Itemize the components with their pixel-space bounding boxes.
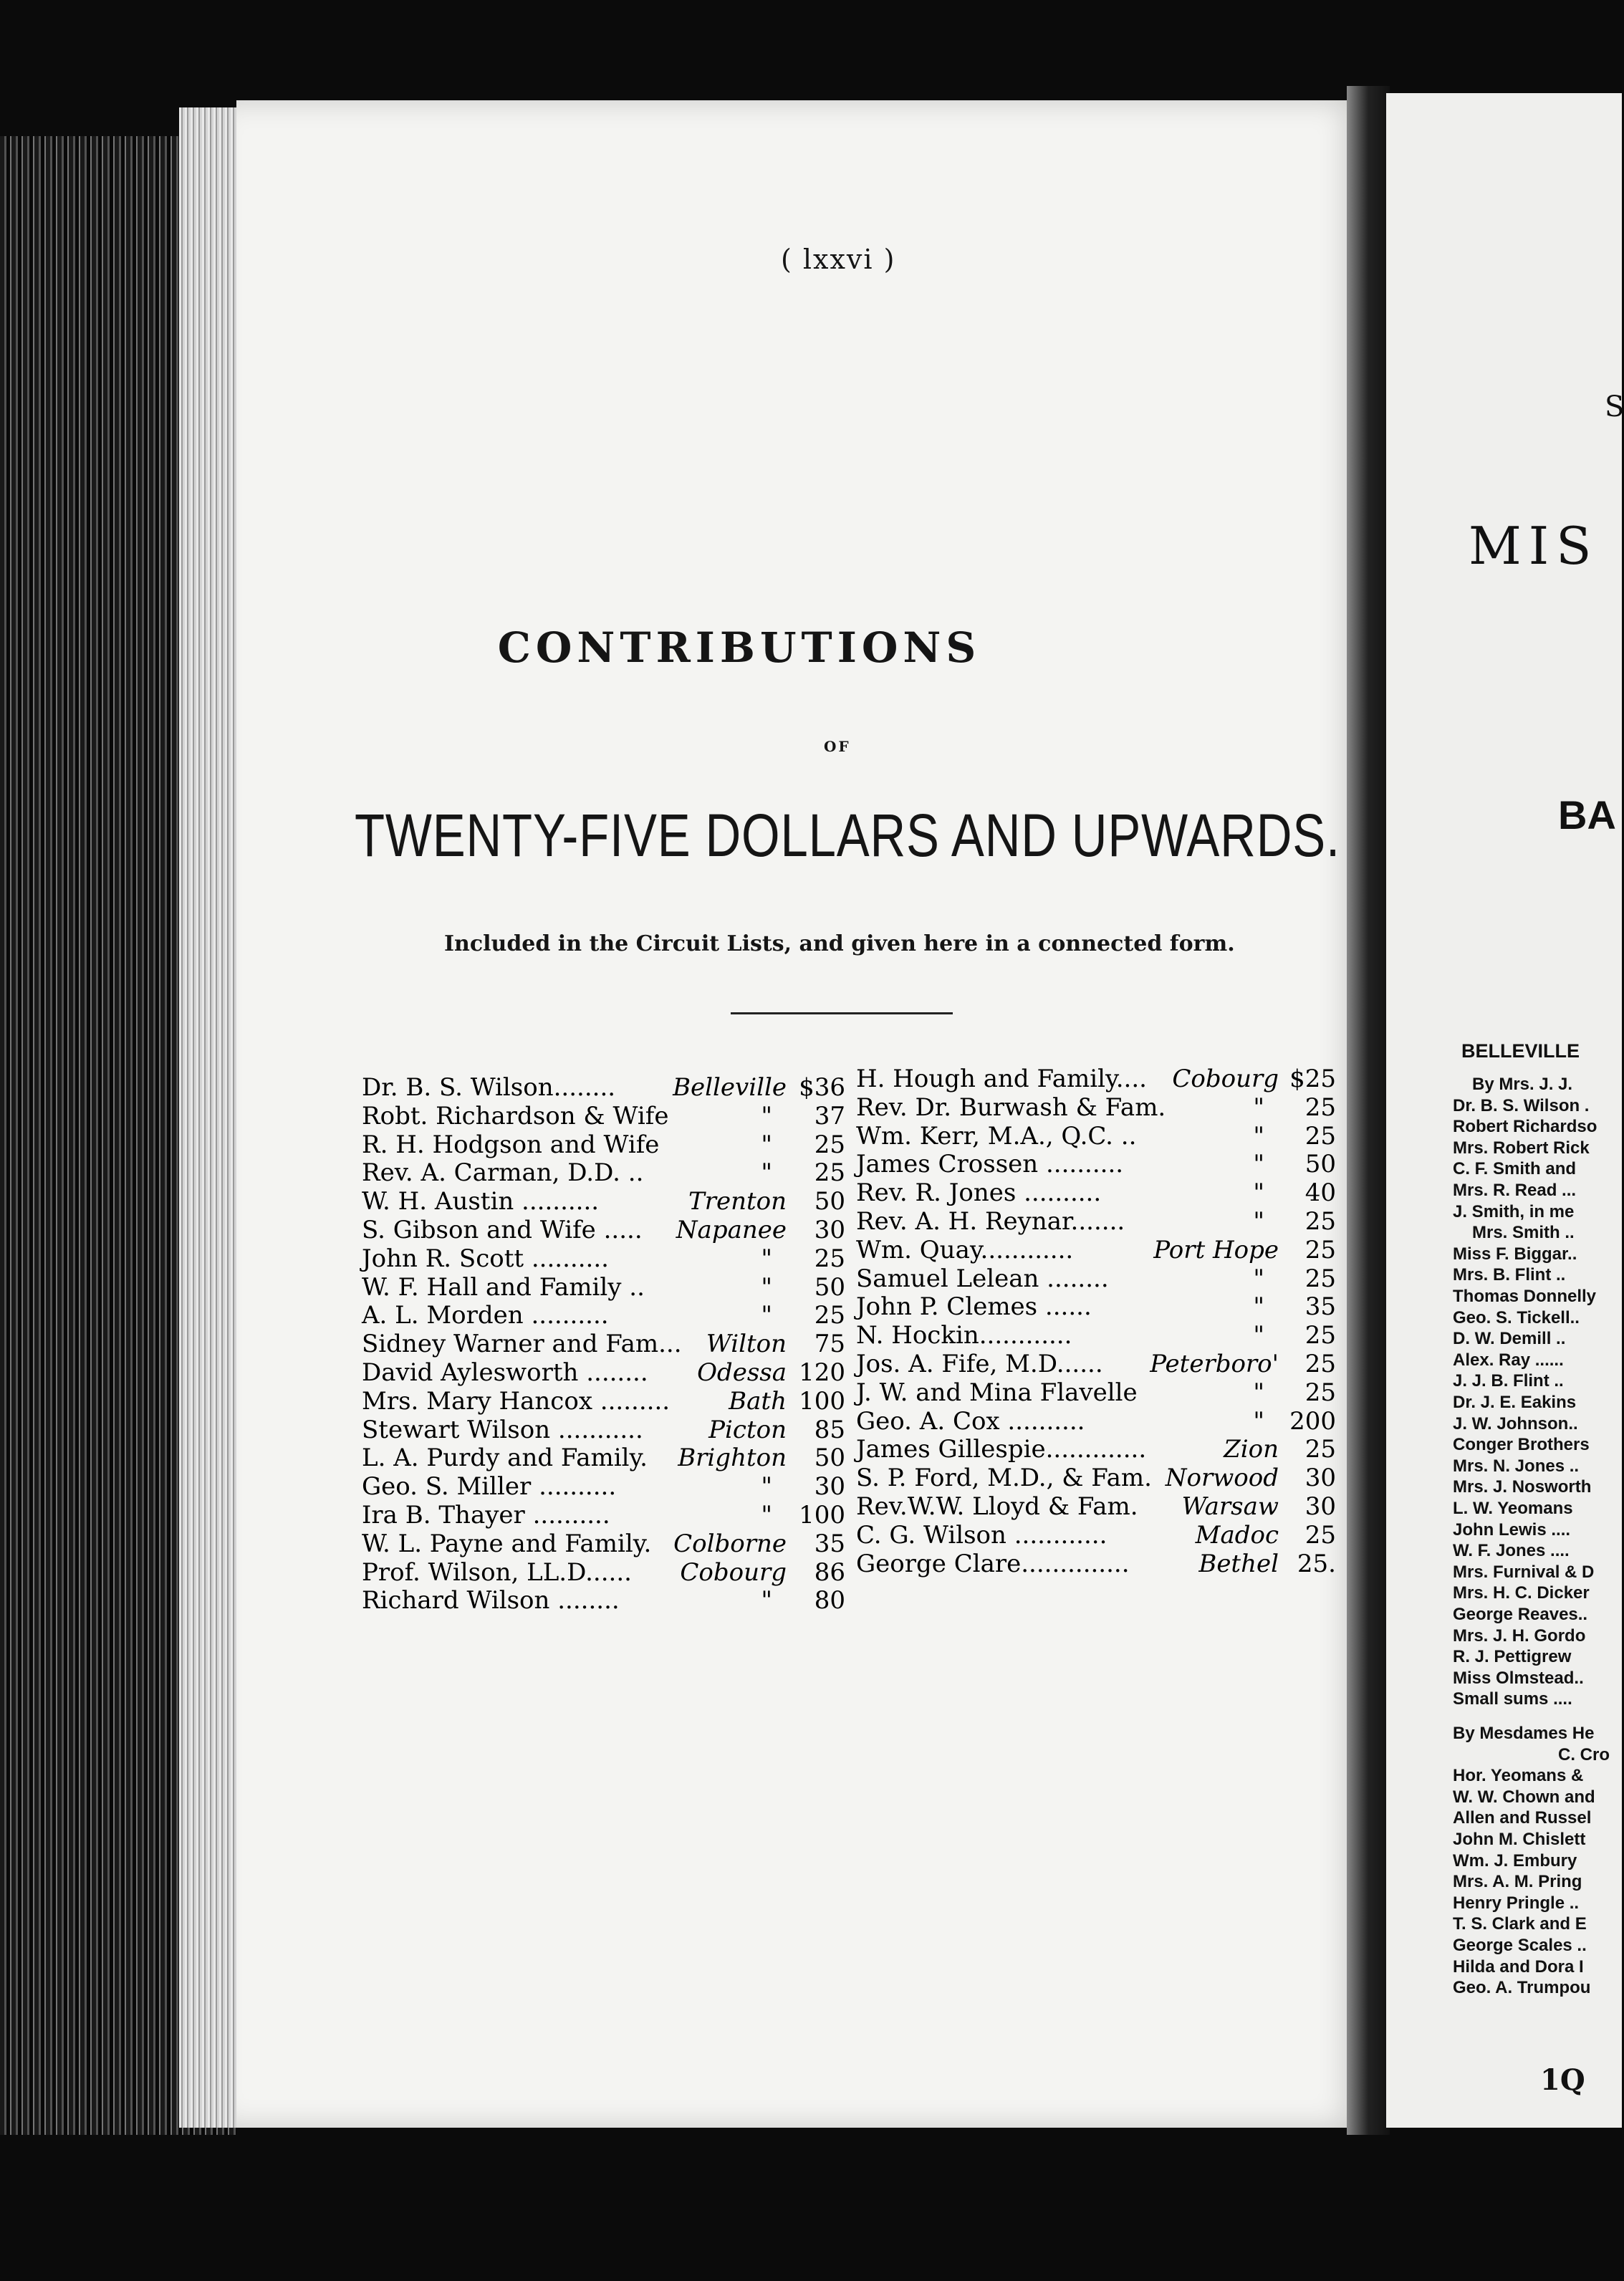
contributor-place: Wilton	[706, 1330, 787, 1359]
facing-list-line: Mrs. A. M. Pring	[1453, 1872, 1582, 1892]
contribution-row	[362, 1073, 845, 1102]
contributor-name: Rev.W.W. Lloyd & Fam.	[856, 1492, 1138, 1521]
contributor-name: W. F. Hall and Family ..	[362, 1272, 645, 1302]
contributor-name: John R. Scott ..........	[362, 1244, 609, 1273]
contributor-place: "	[761, 1158, 772, 1188]
contribution-row	[362, 1158, 845, 1187]
contributor-place: "	[761, 1586, 772, 1615]
contribution-amount: 25.	[1297, 1549, 1336, 1578]
contributor-place: "	[1253, 1321, 1264, 1350]
contribution-amount: 85	[814, 1415, 845, 1444]
facing-list-line: Miss F. Biggar..	[1453, 1244, 1577, 1264]
facing-list-line: J. W. Johnson..	[1453, 1413, 1578, 1434]
contributor-place: Norwood	[1165, 1464, 1279, 1493]
contributor-place: Peterboro'	[1150, 1350, 1279, 1378]
contribution-row	[856, 1122, 1336, 1151]
contributor-name: Wm. Kerr, M.A., Q.C. ..	[856, 1121, 1137, 1151]
contribution-row	[856, 1407, 1336, 1436]
facing-list-line: W. F. Jones ....	[1453, 1541, 1570, 1561]
facing-list-line: Dr. J. E. Eakins	[1453, 1393, 1577, 1412]
contributor-place: "	[1253, 1292, 1264, 1322]
contribution-row	[362, 1216, 845, 1244]
facing-heading-ba: BA	[1558, 792, 1616, 837]
contribution-amount: 25	[1305, 1207, 1336, 1236]
facing-list-line: By Mesdames He	[1453, 1724, 1595, 1743]
contribution-amount: 30	[814, 1472, 845, 1502]
contribution-amount: 30	[1305, 1464, 1336, 1493]
contributor-name: Samuel Lelean ........	[856, 1264, 1109, 1293]
contributor-name: Stewart Wilson ...........	[362, 1415, 643, 1444]
contributor-name: L. A. Purdy and Family.	[362, 1444, 648, 1473]
facing-list-line: W. W. Chown and	[1453, 1787, 1595, 1807]
contribution-amount: 75	[814, 1330, 845, 1359]
contributor-place: "	[761, 1272, 772, 1302]
contributor-place: "	[1253, 1378, 1264, 1407]
contribution-row	[856, 1550, 1336, 1578]
facing-letter-s: S	[1605, 390, 1624, 423]
contribution-row	[856, 1350, 1336, 1378]
contributor-name: Sidney Warner and Fam...	[362, 1330, 682, 1359]
contribution-row	[362, 1530, 845, 1558]
contribution-amount: 25	[814, 1244, 845, 1273]
facing-list-line: George Reaves..	[1453, 1605, 1588, 1624]
contribution-row	[856, 1464, 1336, 1492]
contribution-amount: 120	[799, 1358, 845, 1387]
page-note: Included in the Circuit Lists, and given here in a connected form.	[444, 931, 1235, 956]
contribution-row	[362, 1244, 845, 1273]
contribution-amount: 50	[1305, 1150, 1336, 1179]
contribution-row	[362, 1586, 845, 1615]
contribution-row	[362, 1273, 845, 1302]
contributor-name: Rev. A. H. Reynar.......	[856, 1207, 1125, 1236]
facing-list-line: John M. Chislett	[1453, 1830, 1586, 1849]
contributor-name: J. W. and Mina Flavelle	[856, 1378, 1138, 1407]
contributor-name: W. H. Austin ..........	[362, 1187, 600, 1216]
contribution-amount: 25	[1305, 1435, 1336, 1464]
page-subtitle-main: TWENTY-FIVE DOLLARS AND UPWARDS.	[355, 802, 1340, 869]
page-number: ( lxxvi )	[781, 244, 896, 275]
contributor-name: Rev. R. Jones ..........	[856, 1178, 1102, 1208]
contribution-row	[856, 1435, 1336, 1464]
contribution-amount: 25	[814, 1158, 845, 1188]
contributor-name: Dr. B. S. Wilson........	[362, 1073, 616, 1102]
page-edges	[179, 107, 244, 2128]
contributor-place: Warsaw	[1181, 1492, 1279, 1521]
contribution-row	[362, 1358, 845, 1387]
facing-list-line: Mrs. J. Nosworth	[1453, 1477, 1592, 1497]
facing-list-line: Dr. B. S. Wilson .	[1453, 1095, 1590, 1115]
contribution-amount: $25	[1289, 1065, 1336, 1093]
contribution-amount: 30	[1305, 1492, 1336, 1521]
contributor-name: James Gillespie.............	[856, 1435, 1147, 1464]
facing-list-line: Mrs. Robert Rick	[1453, 1138, 1590, 1158]
contributor-place: "	[1253, 1093, 1264, 1122]
contribution-amount: 50	[814, 1444, 845, 1473]
contributor-name: A. L. Morden ..........	[362, 1301, 609, 1330]
facing-list-line: Alex. Ray ......	[1453, 1350, 1564, 1370]
contributor-place: "	[761, 1244, 772, 1273]
facing-list-line: Henry Pringle ..	[1453, 1893, 1580, 1913]
facing-list-line: Wm. J. Embury	[1453, 1850, 1577, 1871]
facing-list-line: Geo. S. Tickell..	[1453, 1307, 1580, 1327]
contribution-amount: 25	[1305, 1321, 1336, 1350]
facing-list-line: Geo. A. Trumpou	[1453, 1978, 1591, 1998]
facing-list-line: J. Smith, in me	[1453, 1201, 1575, 1221]
contributor-place: Odessa	[697, 1358, 787, 1387]
facing-list-line: C. F. Smith and	[1453, 1159, 1577, 1179]
contributor-place: Madoc	[1195, 1520, 1279, 1550]
contributor-place: Belleville	[673, 1073, 787, 1102]
contributor-place: "	[761, 1130, 772, 1159]
contributor-place: "	[1253, 1406, 1264, 1436]
contributor-place: Bethel	[1198, 1549, 1279, 1578]
contributor-place: Colborne	[673, 1529, 787, 1558]
contributor-place: Picton	[708, 1415, 787, 1444]
facing-list-line: Mrs. B. Flint ..	[1453, 1265, 1566, 1285]
facing-signature-mark: 1Q	[1540, 2063, 1585, 2097]
contributor-name: Geo. S. Miller ..........	[362, 1472, 617, 1502]
contribution-row	[362, 1416, 845, 1444]
contributor-name: Jos. A. Fife, M.D......	[856, 1350, 1103, 1378]
contribution-row	[362, 1558, 845, 1587]
contribution-row	[362, 1130, 845, 1159]
contribution-row	[856, 1207, 1336, 1236]
contribution-amount: 80	[814, 1586, 845, 1615]
facing-list-line: Mrs. J. H. Gordo	[1453, 1625, 1586, 1646]
facing-list-line: L. W. Yeomans	[1453, 1499, 1573, 1518]
contributor-place: Port Hope	[1153, 1235, 1279, 1264]
contribution-amount: 40	[1305, 1178, 1336, 1208]
contribution-amount: 100	[799, 1386, 845, 1416]
contributor-name: Geo. A. Cox ..........	[856, 1406, 1085, 1436]
contribution-amount: 25	[1305, 1121, 1336, 1151]
contribution-amount: 100	[799, 1501, 845, 1530]
contributor-name: Richard Wilson ........	[362, 1586, 620, 1615]
contribution-row	[362, 1501, 845, 1530]
contribution-row	[856, 1236, 1336, 1264]
contribution-row	[856, 1321, 1336, 1350]
contributor-place: "	[1253, 1150, 1264, 1179]
contributor-name: H. Hough and Family....	[856, 1065, 1147, 1093]
contributor-name: Wm. Quay............	[856, 1235, 1074, 1264]
contribution-row	[856, 1264, 1336, 1293]
contribution-row	[362, 1444, 845, 1472]
contributor-name: David Aylesworth ........	[362, 1358, 648, 1387]
contributor-name: C. G. Wilson ............	[856, 1520, 1108, 1550]
contributor-place: "	[761, 1501, 772, 1530]
contribution-row	[856, 1093, 1336, 1122]
contributor-place: Bath	[729, 1386, 787, 1416]
contributor-place: "	[1253, 1178, 1264, 1208]
contributor-name: N. Hockin............	[856, 1321, 1072, 1350]
contribution-row	[856, 1378, 1336, 1407]
contributor-place: "	[761, 1301, 772, 1330]
contribution-amount: 25	[1305, 1378, 1336, 1407]
divider-rule	[731, 1012, 953, 1014]
contributor-name: Ira B. Thayer ..........	[362, 1501, 610, 1530]
facing-list-line: Miss Olmstead..	[1453, 1668, 1584, 1688]
facing-list-line: Conger Brothers	[1453, 1435, 1590, 1455]
contribution-amount: 25	[814, 1130, 845, 1159]
contribution-amount: 35	[1305, 1292, 1336, 1322]
contributor-place: "	[1253, 1121, 1264, 1151]
contributor-place: "	[1253, 1207, 1264, 1236]
contributor-place: Trenton	[688, 1187, 787, 1216]
contribution-row	[362, 1472, 845, 1501]
contribution-amount: 25	[814, 1301, 845, 1330]
facing-list-line: John Lewis ....	[1453, 1519, 1571, 1540]
contribution-row	[362, 1330, 845, 1358]
facing-list-line: D. W. Demill ..	[1453, 1329, 1566, 1349]
contribution-amount: 50	[814, 1187, 845, 1216]
contributor-place: "	[1253, 1264, 1264, 1293]
contribution-amount: 37	[814, 1101, 845, 1130]
contributor-name: John P. Clemes ......	[856, 1292, 1092, 1322]
contribution-row	[362, 1102, 845, 1130]
facing-list-line: T. S. Clark and E	[1453, 1914, 1587, 1934]
contribution-row	[856, 1521, 1336, 1550]
contributor-name: George Clare..............	[856, 1549, 1130, 1578]
page-title	[0, 623, 1622, 672]
contribution-amount: $36	[799, 1073, 845, 1102]
contributor-name: W. L. Payne and Family.	[362, 1529, 652, 1558]
facing-list-line: Small sums ....	[1453, 1689, 1572, 1709]
page-title-text: CONTRIBUTIONS	[497, 623, 981, 672]
contribution-row	[856, 1178, 1336, 1207]
contributor-place: Cobourg	[680, 1557, 787, 1587]
facing-list-line: Robert Richardso	[1453, 1117, 1597, 1137]
facing-list-line: R. J. Pettigrew	[1453, 1647, 1572, 1667]
contribution-amount: 25	[1305, 1350, 1336, 1378]
facing-list-line: J. J. B. Flint ..	[1453, 1371, 1564, 1391]
contributor-name: Rev. Dr. Burwash & Fam.	[856, 1093, 1166, 1122]
contribution-amount: 30	[814, 1216, 845, 1244]
contributor-name: Rev. A. Carman, D.D. ..	[362, 1158, 644, 1188]
facing-list-line: Mrs. H. C. Dicker	[1453, 1583, 1590, 1603]
contribution-amount: 86	[814, 1557, 845, 1587]
contributor-name: Mrs. Mary Hancox .........	[362, 1386, 671, 1416]
contribution-amount: 35	[814, 1529, 845, 1558]
contribution-amount: 25	[1305, 1235, 1336, 1264]
facing-list-line: Hor. Yeomans &	[1453, 1766, 1584, 1786]
contribution-row	[362, 1387, 845, 1416]
contribution-row	[856, 1292, 1336, 1321]
contributor-place: "	[761, 1472, 772, 1502]
contribution-amount: 25	[1305, 1520, 1336, 1550]
facing-list-line: By Mrs. J. J.	[1472, 1075, 1573, 1094]
contribution-row	[856, 1492, 1336, 1521]
facing-list-line: Mrs. Smith ..	[1472, 1223, 1575, 1243]
title-connector: OF	[824, 738, 851, 755]
contribution-row	[362, 1187, 845, 1216]
contributor-name: R. H. Hodgson and Wife	[362, 1130, 660, 1159]
contribution-amount: 50	[814, 1272, 845, 1302]
contributor-place: Zion	[1224, 1435, 1279, 1464]
book-gutter	[1347, 86, 1390, 2135]
contributor-name: S. P. Ford, M.D., & Fam.	[856, 1464, 1152, 1493]
facing-list-line: Hilda and Dora I	[1453, 1956, 1584, 1977]
facing-list-line: Mrs. R. Read ...	[1453, 1181, 1577, 1200]
contributor-place: Napanee	[676, 1216, 787, 1244]
contribution-row	[362, 1301, 845, 1330]
facing-heading-mis: MIS	[1469, 516, 1599, 576]
contribution-amount: 25	[1305, 1264, 1336, 1293]
contribution-amount: 200	[1289, 1406, 1336, 1436]
contributor-place: Cobourg	[1172, 1065, 1279, 1093]
facing-list-line: C. Cro	[1558, 1744, 1610, 1764]
contribution-amount: 25	[1305, 1093, 1336, 1122]
contributor-name: S. Gibson and Wife .....	[362, 1216, 643, 1244]
contribution-row	[856, 1150, 1336, 1178]
contribution-row	[856, 1065, 1336, 1093]
contributor-name: James Crossen ..........	[856, 1150, 1124, 1179]
contributor-place: Brighton	[678, 1444, 787, 1473]
facing-list-line: Mrs. N. Jones ..	[1453, 1456, 1580, 1476]
facing-list-line: Allen and Russel	[1453, 1808, 1592, 1828]
contributor-name: Prof. Wilson, LL.D......	[362, 1557, 632, 1587]
facing-list-line: Mrs. Furnival & D	[1453, 1562, 1595, 1582]
facing-list-line: George Scales ..	[1453, 1936, 1587, 1955]
facing-list-line: Thomas Donnelly	[1453, 1287, 1597, 1306]
contributor-place: "	[761, 1101, 772, 1130]
facing-section-heading: BELLEVILLE	[1461, 1040, 1580, 1062]
contributor-name: Robt. Richardson & Wife	[362, 1101, 669, 1130]
